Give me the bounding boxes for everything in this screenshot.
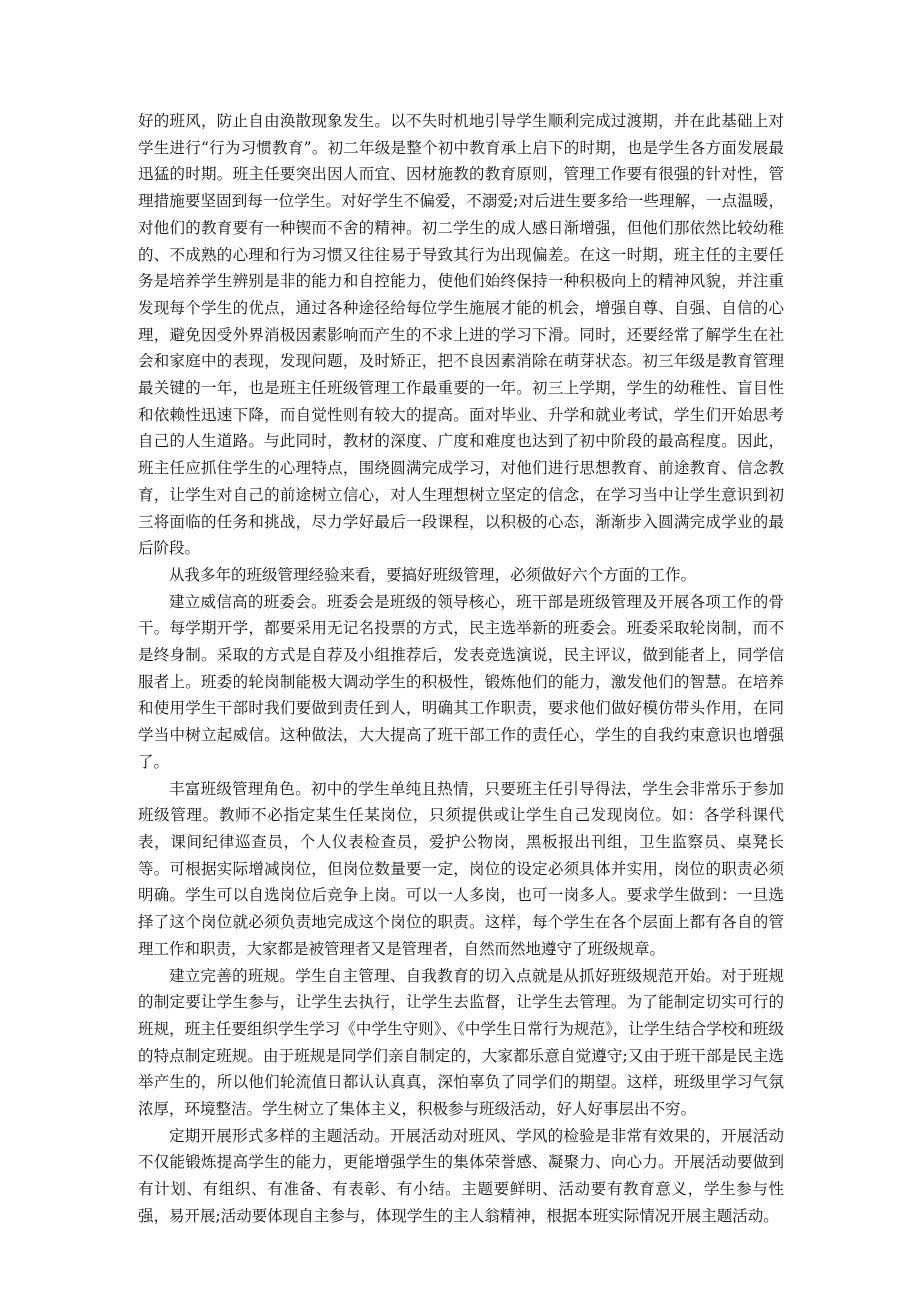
paragraph-1: 好的班风，防止自由涣散现象发生。以不失时机地引导学生顺利完成过渡期，并在此基础上对学生进行“行为习惯教育”。初二年级是整个初中教育承上启下的时期，也是学生各方面发展最迅猛的时期。班主任要突出因人而宜、因材施教的教育原则，管理工作要有很强的针对性，管理措施要坚固到每一位学生。对好学生不偏爱，不溺爱;对后进生要多给一些理解，一点温暖，对他们的教育要有一种锲而不舍的精神。初二学生的成人感日渐增强，但他们那依然比较幼稚的、不成熟的心理和行为习惯又往往易于导致其行为出现偏差。在这一时期，班主任的主要任务是培养学生辨别是非的能力和自控能力，使他们始终保持一种积极向上的精神风貌，并注重发现每个学生的优点，通过各种途径给每位学生施展才能的机会，增强自尊、自强、自信的心理，避免因受外界消极因素影响而产生的不求上进的学习下滑。同时，还要经常了解学生在社会和家庭中的表现，发现问题，及时矫正，把不良因素消除在萌芽状态。初三年级是教育管理最关键的一年，也是班主任班级管理工作最重要的一年。初三上学期，学生的幼稚性、盲目性和依赖性迅速下降，而自觉性则有较大的提高。面对毕业、升学和就业考试，学生们开始思考自己的人生道路。与此同时，教材的深度、广度和难度也达到了初中阶段的最高程度。因此，班主任应抓住学生的心理特点，围绕圆满完成学习，对他们进行思想教育、前途教育、信念教育，让学生对自己的前途树立信心，对人生理想树立坚定的信念，在学习当中让学生意识到初三将面临的任务和挑战，尽力学好最后一段课程，以积极的心态，渐渐步入圆满完成学业的最后阶段。 <box>138 112 784 558</box>
document-body <box>138 108 784 1230</box>
paragraph-5: 建立完善的班规。学生自主管理、自我教育的切入点就是从抓好班级规范开始。对于班规的制定要让学生参与，让学生去执行，让学生去监督，让学生去管理。为了能制定切实可行的班规，班主任要组织学生学习《中学生守则》、《中学生日常行为规范》，让学生结合学校和班级的特点制定班规。由于班规是同学们亲自制定的，大家都乐意自觉遵守;又由于班干部是民主选举产生的，所以他们轮流值日都认认真真，深怕辜负了同学们的期望。这样，班级里学习气氛浓厚，环境整洁。学生树立了集体主义，积极参与班级活动，好人好事层出不穷。 <box>138 966 784 1119</box>
paragraph-2: 从我多年的班级管理经验来看，要搞好班级管理，必须做好六个方面的工作。 <box>169 565 697 584</box>
paragraph-4: 丰富班级管理角色。初中的学生单纯且热情，只要班主任引导得法，学生会非常乐于参加班级管理。教师不必指定某生任某岗位，只须提供或让学生自己发现岗位。如：各学科课代表，课间纪律巡查员，个人仪表检查员，爱护公物岗，黑板报出刊组，卫生监察员、桌凳长等。可根据实际增减岗位，但岗位数量要一定，岗位的设定必须具体并实用，岗位的职责必须明确。学生可以自选岗位后竞争上岗。可以一人多岗，也可一岗多人。要求学生做到：一旦选择了这个岗位就必须负责地完成这个岗位的职责。这样，每个学生在各个层面上都有各自的管理工作和职责，大家都是被管理者又是管理者，自然而然地遵守了班级规章。 <box>138 779 784 958</box>
paragraph-3: 建立威信高的班委会。班委会是班级的领导核心，班干部是班级管理及开展各项工作的骨干。每学期开学，都要采用无记名投票的方式，民主选举新的班委会。班委采取轮岗制，而不是终身制。采取的方式是自荐及小组推荐后，发表竞选演说，民主评议，做到能者上，同学信服者上。班委的轮岗制能极大调动学生的积极性，锻炼他们的能力，激发他们的智慧。在培养和使用学生干部时我们要做到责任到人，明确其工作职责，要求他们做好模仿带头作用，在同学当中树立起威信。这种做法，大大提高了班干部工作的责任心，学生的自我约束意识也增强了。 <box>138 592 784 771</box>
paragraph-6: 定期开展形式多样的主题活动。开展活动对班风、学风的检验是非常有效果的，开展活动不仅能锻炼提高学生的能力，更能增强学生的集体荣誉感、凝聚力、向心力。开展活动要做到有计划、有组织、有准备、有表彰、有小结。主题要鲜明、活动要有教育意义，学生参与性强，易开展;活动要体现自主参与，体现学生的主人翁精神，根据本班实际情况开展主题活动。 <box>138 1126 784 1225</box>
